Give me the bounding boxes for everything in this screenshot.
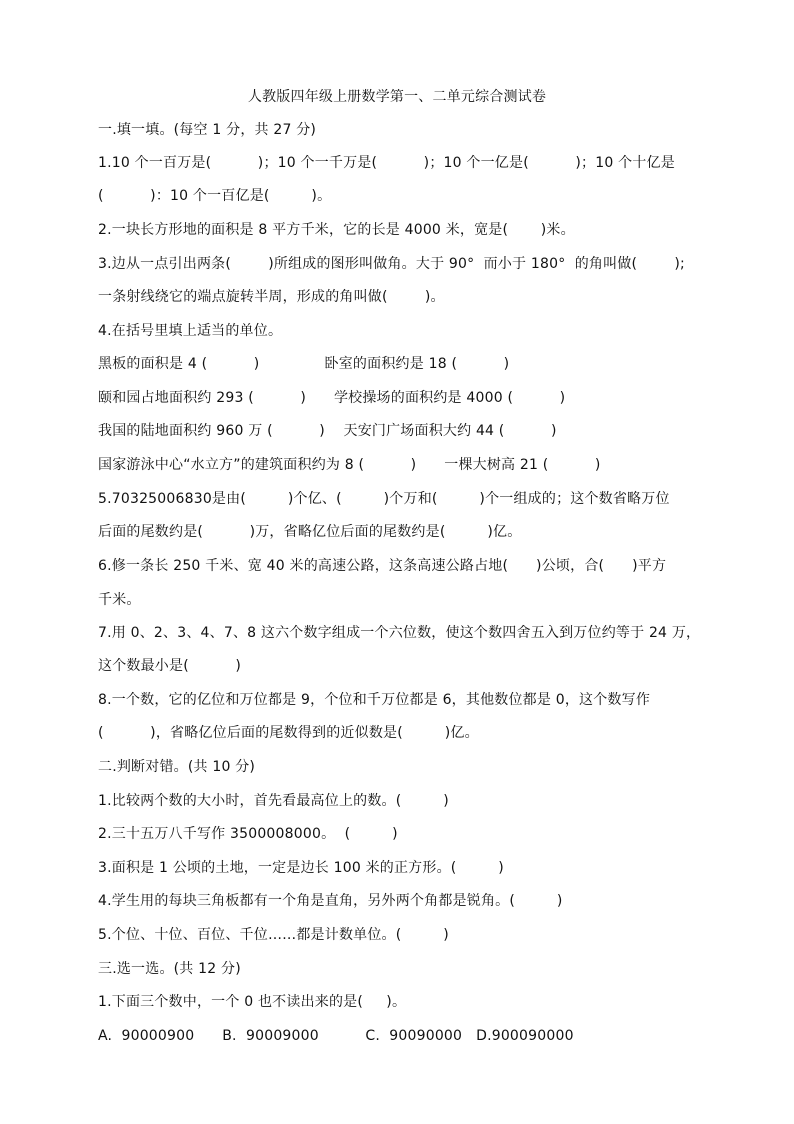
question-4-row-3: 我国的陆地面积约 960 万 ( ) 天安门广场面积大约 44 ( ) xyxy=(98,423,557,439)
question-7-line-2: 这个数最小是( ) xyxy=(98,658,242,674)
judge-3: 3.面积是 1 公顷的土地，一定是边长 100 米的正方形。( ) xyxy=(98,860,504,876)
question-8-line-1: 8.一个数，它的亿位和万位都是 9，个位和千万位都是 6，其他数位都是 0，这个数写作 xyxy=(98,692,651,708)
question-5-line-1: 5.70325006830是由( )个亿、( )个万和( )个一组成的；这个数省略万位 xyxy=(98,491,670,507)
question-8-line-2: ( )，省略亿位后面的尾数得到的近似数是( )亿。 xyxy=(98,725,479,741)
question-1-line-2: ( )：10 个一百亿是( )。 xyxy=(98,188,332,204)
judge-4: 4.学生用的每块三角板都有一个角是直角，另外两个角都是锐角。( ) xyxy=(98,893,563,909)
section-3-heading: 三.选一选。(共 12 分) xyxy=(98,961,241,977)
section-2-heading: 二.判断对错。(共 10 分) xyxy=(98,759,256,775)
question-6-line-1: 6.修一条长 250 千米、宽 40 米的高速公路，这条高速公路占地( )公顷，合( )平方 xyxy=(98,558,667,574)
question-1-line-1: 1.10 个一百万是( )；10 个一千万是( )；10 个一亿是( )；10 个十亿是 xyxy=(98,155,675,171)
question-7-line-1: 7.用 0、2、3、4、7、8 这六个数字组成一个六位数，使这个数四舍五入到万位约等于 24 万， xyxy=(98,625,701,641)
section-1-heading: 一.填一填。(每空 1 分，共 27 分) xyxy=(98,122,317,138)
question-3-line-2: 一条射线绕它的端点旋转半周，形成的角叫做( )。 xyxy=(98,289,445,305)
question-6-line-2: 千米。 xyxy=(98,592,141,608)
question-2: 2.一块长方形地的面积是 8 平方千米，它的长是 4000 米，宽是( )米。 xyxy=(98,222,575,238)
judge-1: 1.比较两个数的大小时，首先看最高位上的数。( ) xyxy=(98,793,449,809)
question-3-line-1: 3.边从一点引出两条( )所组成的图形叫做角。大于 90° 而小于 180° 的角叫做( ); xyxy=(98,256,685,272)
judge-2: 2.三十五万八千写作 3500008000。 ( ) xyxy=(98,826,398,842)
question-4-row-2: 颐和园占地面积约 293 ( ) 学校操场的面积约是 4000 ( ) xyxy=(98,390,566,406)
judge-5: 5.个位、十位、百位、千位……都是计数单位。( ) xyxy=(98,927,449,943)
choice-1-question: 1.下面三个数中，一个 0 也不读出来的是( )。 xyxy=(98,994,407,1010)
question-4-row-1: 黑板的面积是 4 ( ) 卧室的面积约是 18 ( ) xyxy=(98,356,510,372)
question-4-heading: 4.在括号里填上适当的单位。 xyxy=(98,323,283,339)
question-5-line-2: 后面的尾数约是( )万，省略亿位后面的尾数约是( )亿。 xyxy=(98,524,522,540)
question-4-row-4: 国家游泳中心“水立方”的建筑面积约为 8 ( ) 一棵大树高 21 ( ) xyxy=(98,457,601,473)
choice-1-options: A. 90000900 B. 90009000 C. 90090000 D.900090000 xyxy=(98,1028,574,1044)
page-title: 人教版四年级上册数学第一、二单元综合测试卷 xyxy=(247,89,547,105)
